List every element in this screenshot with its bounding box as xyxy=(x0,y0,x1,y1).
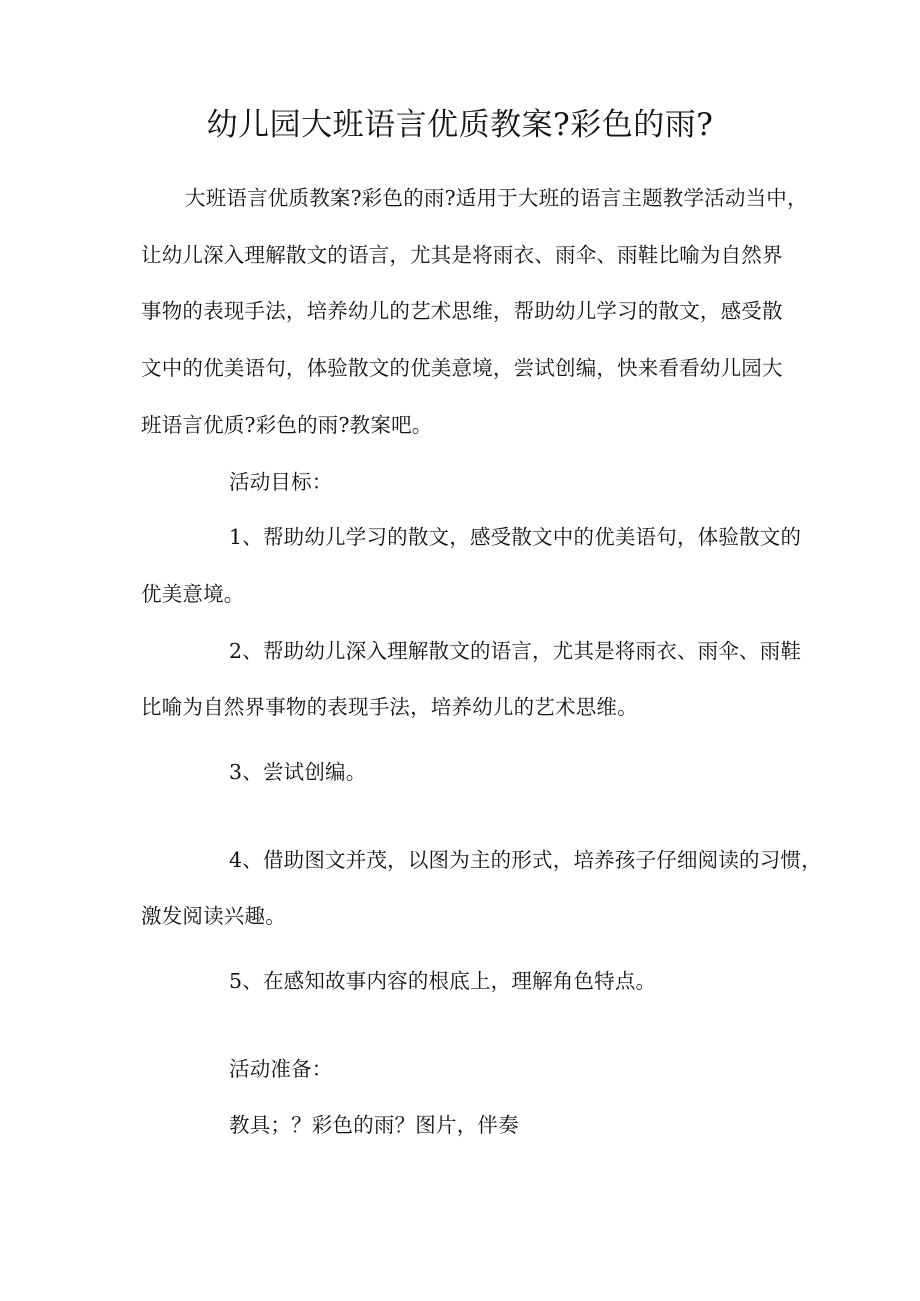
goal-item-5-line: 5、在感知故事内容的根底上，理解角色特点。 xyxy=(229,969,657,993)
goal-item-1-line: 优美意境。 xyxy=(141,582,245,606)
intro-line: 事物的表现手法，培养幼儿的艺术思维，帮助幼儿学习的散文，感受散 xyxy=(141,299,783,323)
prep-item: 教具；？彩色的雨？图片，伴奏 xyxy=(229,1113,519,1137)
prep-heading: 活动准备： xyxy=(229,1057,333,1081)
goals-heading: 活动目标： xyxy=(229,470,333,494)
goal-item-3-line: 3、尝试创编。 xyxy=(229,760,367,784)
goal-item-4-line: 4、借助图文并茂，以图为主的形式，培养孩子仔细阅读的习惯， xyxy=(229,848,822,872)
intro-line: 让幼儿深入理解散文的语言，尤其是将雨衣、雨伞、雨鞋比喻为自然界 xyxy=(141,243,783,267)
goal-item-4-line: 激发阅读兴趣。 xyxy=(141,904,286,928)
intro-line: 班语言优质?彩色的雨?教案吧。 xyxy=(141,413,433,437)
goal-item-2-line: 2、帮助幼儿深入理解散文的语言，尤其是将雨衣、雨伞、雨鞋 xyxy=(229,639,802,663)
intro-line: 大班语言优质教案?彩色的雨?适用于大班的语言主题教学活动当中， xyxy=(185,186,808,210)
document-title: 幼儿园大班语言优质教案?彩色的雨? xyxy=(206,107,714,143)
intro-line: 文中的优美语句，体验散文的优美意境，尝试创编，快来看看幼儿园大 xyxy=(141,356,783,380)
goal-item-1-line: 1、帮助幼儿学习的散文，感受散文中的优美语句，体验散文的 xyxy=(229,525,802,549)
goal-item-2-line: 比喻为自然界事物的表现手法，培养幼儿的艺术思维。 xyxy=(141,695,638,719)
